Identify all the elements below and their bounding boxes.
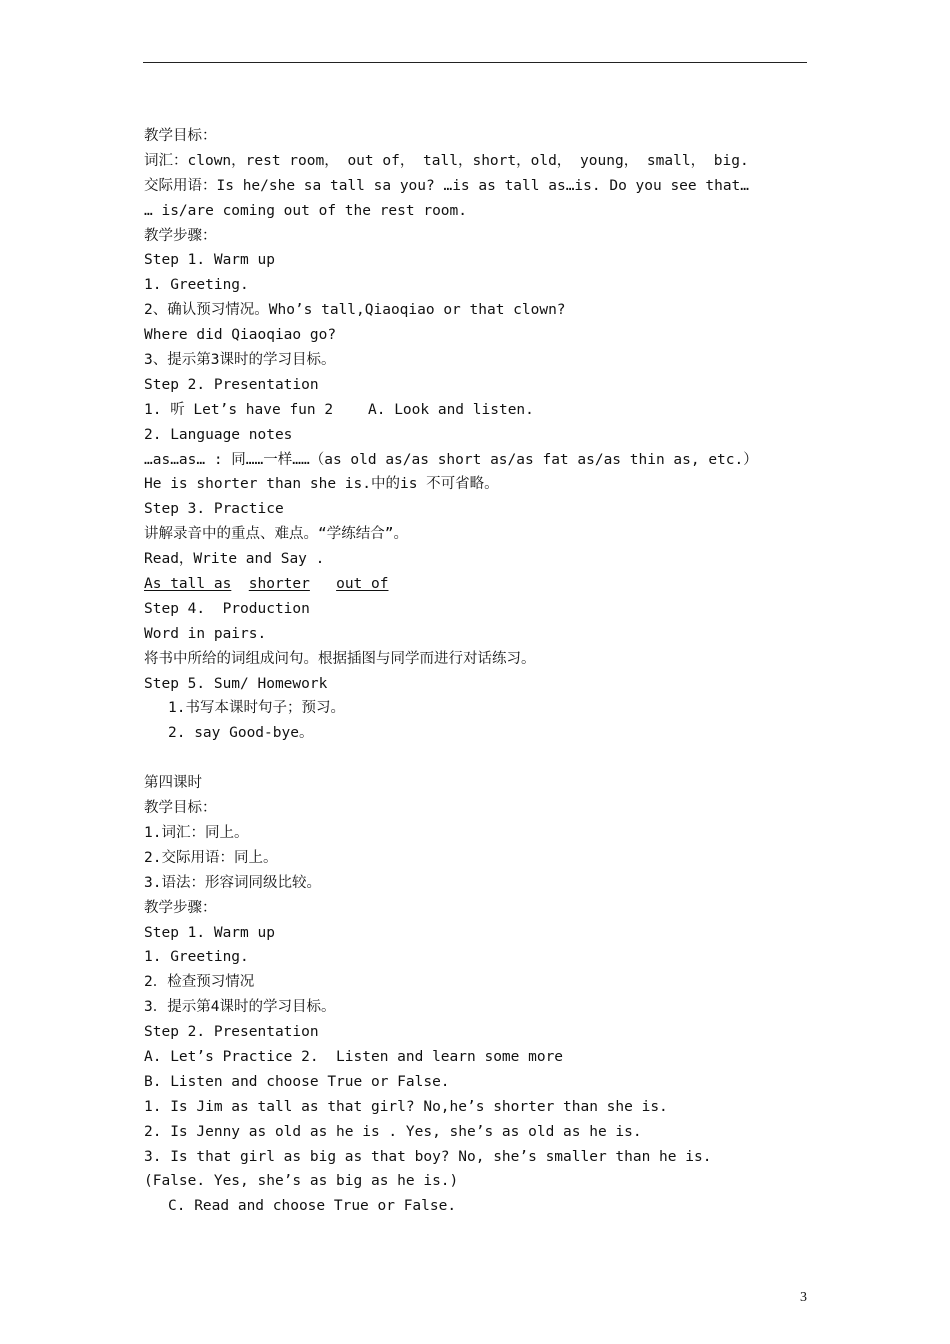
text-line: B. Listen and choose True or False. [144,1073,450,1090]
text-line: 将书中所给的词组成问句。根据插图与同学而进行对话练习。 [144,650,536,667]
text-line: 词汇：clown，rest room， out of， tall，short，old， young， small， big. [144,152,749,169]
section-title: 第四课时 [144,775,202,792]
underlined-phrase: out of [336,576,389,593]
text-line: 2. say Good-bye。 [168,725,314,742]
text-line: Word in pairs. [144,625,267,642]
text-line: Where did Qiaoqiao go? [144,327,337,344]
text-line: …as…as… : 同……一样……（as old as/as short as/as fat as/as thin as, etc.） [144,451,758,468]
text-line: C. Read and choose True or False. [168,1198,457,1215]
text-line: 1. 听 Let’s have fun 2 A. Look and listen. [144,401,534,418]
underlined-phrase: shorter [248,576,310,593]
text-line: Step 1. Warm up [144,924,275,941]
header-rule [143,62,807,63]
text-line: 2. Is Jenny as old as he is . Yes, she’s as old as he is. [144,1123,642,1140]
text-line: … is/are coming out of the rest room. [144,202,468,219]
text-line: 教学步骤： [144,899,217,916]
page-number: 3 [800,1290,807,1305]
text-line: 交际用语：Is he/she sa tall sa you? …is as tall as…is. Do you see that… [144,177,750,194]
text-line: Step 3. Practice [144,501,284,518]
underlined-phrases-line [144,572,824,597]
text-line: 教学目标： [144,128,217,144]
text-line: Step 2. Presentation [144,1024,319,1041]
text-line: A. Let’s Practice 2. Listen and learn some more [144,1048,564,1065]
text-line: (False. Yes, she’s as big as he is.) [144,1173,459,1190]
text-line: Step 4. Production [144,600,310,617]
text-line: He is shorter than she is.中的is 不可省略。 [144,476,499,493]
text-line: 1.词汇：同上。 [144,824,249,841]
text-line: 2．检查预习情况 [144,974,255,991]
text-line: 1. Is Jim as tall as that girl? No,he’s shorter than she is. [144,1098,668,1115]
text-line: 教学步骤： [144,227,217,244]
text-line: 1. Greeting. [144,949,249,966]
document-body [144,124,824,1219]
text-line: 1. Greeting. [144,277,249,294]
underlined-phrase: As tall as [144,576,232,593]
text-line: Step 2. Presentation [144,376,319,393]
text-line: 3. Is that girl as big as that boy? No, she’s smaller than he is. [144,1148,712,1165]
text-line: 3.语法：形容词同级比较。 [144,874,321,891]
text-line: 1.书写本课时句子；预习。 [168,700,345,717]
text-line: Step 5. Sum/ Homework [144,675,328,692]
text-line: 3、提示第3课时的学习目标。 [144,352,336,369]
text-line: 讲解录音中的重点、难点。“学练结合”。 [144,526,408,543]
blank-line [144,746,824,771]
text-line: 2.交际用语：同上。 [144,849,278,866]
text-line: 2. Language notes [144,426,293,443]
text-line: 教学目标： [144,800,217,817]
text-line: Step 1. Warm up [144,252,275,269]
text-line: Read，Write and Say . [144,551,325,568]
text-line: 2、确认预习情况。Who’s tall,Qiaoqiao or that clown? [144,302,566,319]
text-line: 3．提示第4课时的学习目标。 [144,999,336,1016]
